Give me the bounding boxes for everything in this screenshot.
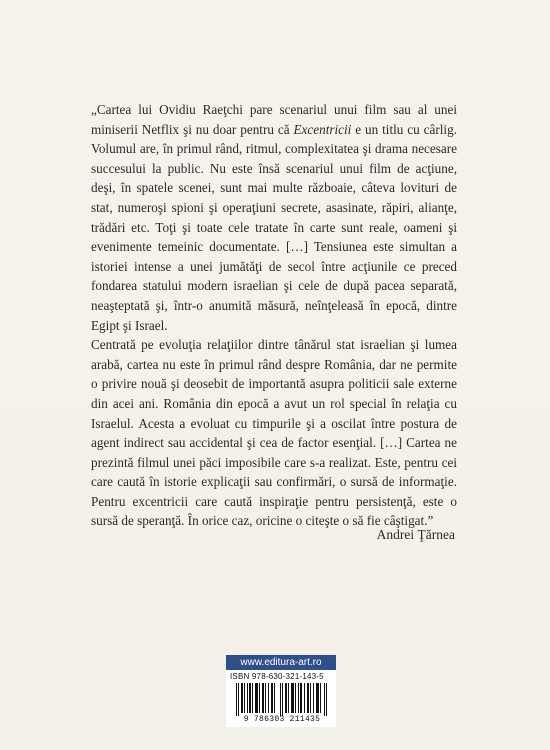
quote-paragraph-1 [91, 100, 457, 335]
quote-paragraph-2: Centrată pe evoluţia relaţiilor dintre tânărul stat israelian şi lumea arabă, cartea nu este în primul rând despre România, dar ne permite o privire nouă şi deosebit de importantă asupra politicii sale externe din acei ani. România din epocă a avut un rol special în relaţia cu Israelul. Acesta a evoluat cu timpurile şi a oscilat între postura de agent indirect sau accidental şi cea de factor esenţial. […] Cartea ne prezintă filmul unei păci imposibile care s-a realizat. Este, pentru cei care caută în istorie explicaţii sau confirmări, o sursă de informaţie. Pentru excentricii care caută inspiraţie pentru persistenţă, este o sursă de speranţă. În orice caz, oricine o citeşte o să fie câştigat.” [91, 337, 457, 529]
quote-paragraph-1-end: e un titlu cu cârlig. Volumul are, în primul rând, ritmul, complexitatea şi drama necesare succesului la public. Nu este însă scenariul unui film de acţiune, deşi, în spatele scenei, sunt mai multe războaie, câteva lovituri de stat, numeroşi spioni şi operaţiuni secrete, asasinate, răpiri, alianţe, trădări etc. Toţi şi toate cele tratate în carte sunt reale, oameni şi evenimente temeinic documentate. […] Tensiunea este simultan a istoriei intense a unei jumătăţi de secol între acţiunile ce preced fondarea statului modern israelian şi cele de după pacea separată, neaşteptată şi, într-o anumită măsură, neînţeleasă în epocă, dintre Egipt şi Israel. [91, 121, 457, 333]
book-title-italic: Excentricii [293, 121, 352, 137]
quote-author: Andrei Ţărnea [376, 527, 455, 542]
barcode-bars [236, 683, 328, 716]
publisher-website: www.editura-art.ro [226, 655, 336, 670]
barcode-digits: 9 786303 211435 [243, 715, 321, 724]
quote-text [91, 100, 457, 531]
quote-paragraph-1-start: „Cartea lui Ovidiu Raeţchi pare scenariul unui film sau al unei miniserii Netflix şi nu doar pentru că [91, 102, 457, 137]
isbn-label: ISBN 978-630-321-143-5 [230, 672, 324, 681]
